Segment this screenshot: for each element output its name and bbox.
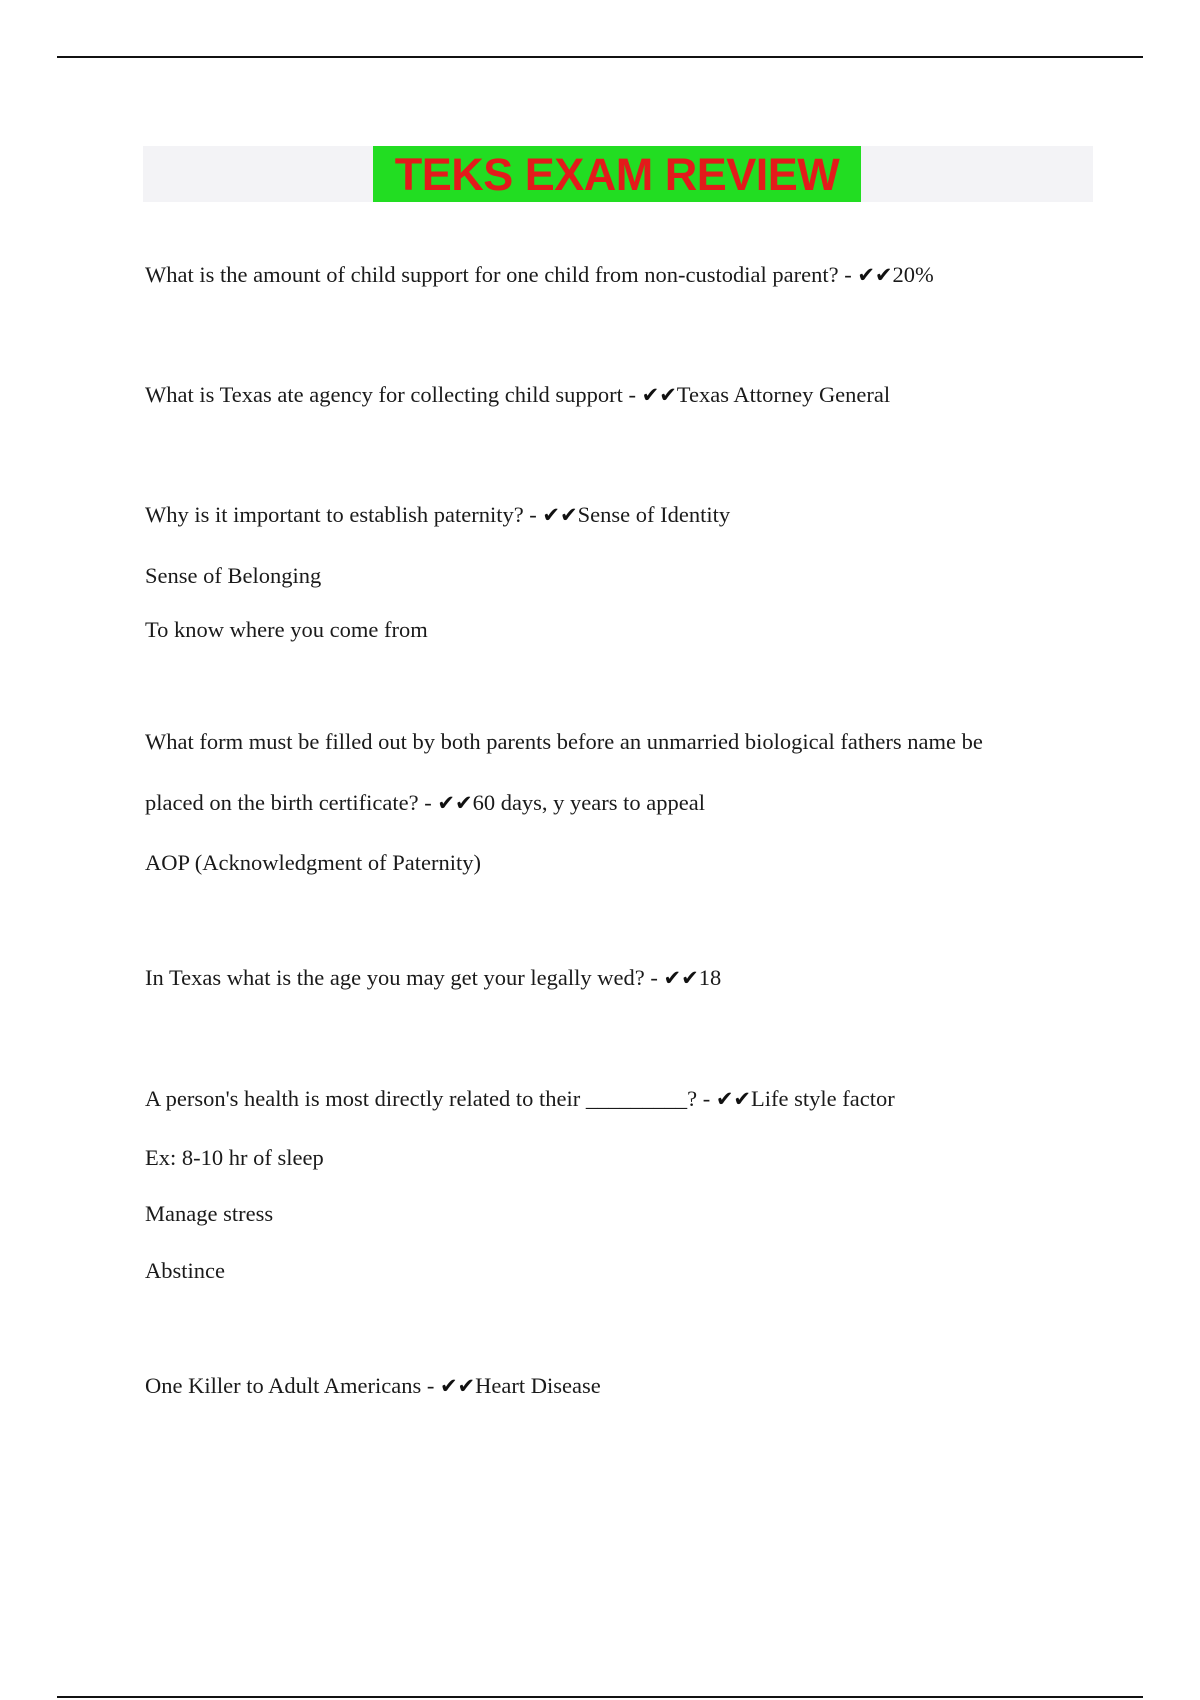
top-rule <box>57 56 1143 58</box>
question-text: Why is it important to establish paternity? - <box>145 502 543 527</box>
double-check-icon: ✔✔ <box>663 966 699 990</box>
answer-extra-line: Abstince <box>145 1258 225 1283</box>
question-text: What is Texas ate agency for collecting child support - <box>145 382 642 407</box>
answer-extra-line: AOP (Acknowledgment of Paternity) <box>145 850 481 875</box>
question-text: In Texas what is the age you may get your legally wed? - <box>145 965 664 990</box>
answer-text: 20% <box>892 262 934 287</box>
question-text: placed on the birth certificate? - <box>145 790 438 815</box>
qa-item-2 <box>145 381 890 409</box>
double-check-icon: ✔✔ <box>715 1087 752 1111</box>
qa-item-4 <box>145 789 705 817</box>
bottom-rule <box>57 1696 1143 1698</box>
answer-text: 60 days, y years to appeal <box>472 790 705 815</box>
answer-extra-line: Sense of Belonging <box>145 563 322 588</box>
document-title: TEKS EXAM REVIEW <box>394 148 840 200</box>
qa-item-1 <box>145 261 934 289</box>
qa-item-4-question-line-1: What form must be filled out by both parents before an unmarried biological fathers name be <box>145 729 983 754</box>
double-check-icon: ✔✔ <box>439 1374 476 1398</box>
qa-item-6 <box>145 1085 895 1113</box>
answer-extra-line: Manage stress <box>145 1201 274 1226</box>
answer-text: Texas Attorney General <box>676 382 891 407</box>
question-text: One Killer to Adult Americans - <box>145 1373 440 1398</box>
double-check-icon: ✔✔ <box>641 383 677 407</box>
answer-text: Heart Disease <box>475 1373 601 1398</box>
answer-extra-line: Ex: 8-10 hr of sleep <box>145 1145 324 1170</box>
double-check-icon: ✔✔ <box>857 263 893 287</box>
qa-item-7 <box>145 1372 601 1400</box>
double-check-icon: ✔✔ <box>542 503 578 527</box>
answer-text: Sense of Identity <box>577 502 731 527</box>
answer-extra-line: To know where you come from <box>145 617 428 642</box>
qa-item-3 <box>145 501 730 529</box>
title-highlight <box>373 146 861 202</box>
question-text: What is the amount of child support for one child from non-custodial parent? - <box>145 262 858 287</box>
double-check-icon: ✔✔ <box>437 791 473 815</box>
answer-text: Life style factor <box>751 1086 895 1111</box>
qa-item-5 <box>145 964 721 992</box>
question-text: A person's health is most directly related to their _________? - <box>145 1086 716 1111</box>
answer-text: 18 <box>698 965 722 990</box>
